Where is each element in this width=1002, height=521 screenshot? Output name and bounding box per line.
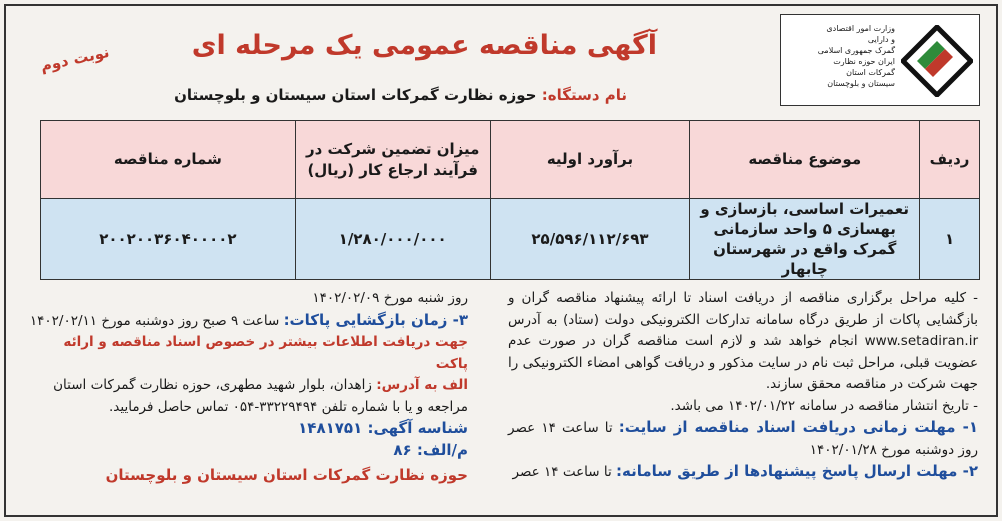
organization-label: نام دستگاه: (541, 86, 627, 104)
deadline-documents (508, 417, 978, 461)
tender-table (40, 120, 980, 280)
cell-subject: تعمیرات اساسی، بازسازی و بهسازی ۵ واحد سازمانی گمرک واقع در شهرستان چابهار (690, 199, 920, 280)
cell-row-number: ۱ (920, 199, 980, 280)
deadline-proposals-value: تا ساعت ۱۴ عصر (512, 464, 612, 480)
organization-line (174, 86, 627, 104)
organization-value: حوزه نظارت گمرکات استان سیستان و بلوچستان (174, 86, 537, 104)
logo-line: گمرک جمهوری اسلامی (817, 46, 895, 55)
deadline-proposals-label: ۲- مهلت ارسال پاسخ پیشنهادها از طریق سامانه: (616, 462, 978, 480)
customs-emblem-icon (901, 25, 973, 97)
deadline-documents-value: تا ساعت ۱۴ عصر روز دوشنبه مورخ ۱۴۰۲/۰۱/۲۸ (508, 420, 978, 458)
opening-time-label: ۳- زمان بازگشایی پاکات: (283, 310, 468, 329)
col-header-tender-number: شماره مناقصه (41, 121, 296, 199)
col-header-row-number: ردیف (920, 121, 980, 199)
col-header-guarantee: میزان تضمین شرکت در فرآیند ارجاع کار (ریال) (295, 121, 490, 199)
customs-logo-box (780, 14, 980, 106)
address-label: الف به آدرس: (376, 377, 468, 393)
logo-line: سیستان و بلوچستان (827, 79, 895, 88)
more-info-heading: جهت دریافت اطلاعات بیشتر در خصوص اسناد مناقصه و ارائه پاکت (63, 334, 468, 372)
address-block (28, 375, 468, 418)
conditions-column (508, 288, 978, 484)
col-header-subject: موضوع مناقصه (690, 121, 920, 199)
logo-line: و دارایی (867, 35, 895, 44)
logo-caption (787, 23, 895, 89)
paragraph-procedure: - کلیه مراحل برگزاری مناقصه از دریافت اسناد تا ارائه پیشنهاد مناقصه گران و بازگشایی پاکات از طریق درگاه سامانه تدارکات الکترونیکی دولت (ستاد) به آدرس www.setadiran.ir انجام خواهد شد و لازم است مناقصه گران در صورت عدم عضویت قبلی، مراحل ثبت نام در سایت مذکور و دریافت گواهی امضاء الکترونیکی را جهت شرکت در مناقصه محقق سازند. (508, 290, 978, 392)
cell-tender-number: ۲۰۰۲۰۰۳۶۰۴۰۰۰۰۲ (41, 199, 296, 280)
col-header-estimate: برآورد اولیه (490, 121, 690, 199)
deadline-proposals (508, 461, 978, 484)
ad-code: م/الف: ۸۶ (393, 440, 468, 459)
table-row (41, 199, 980, 280)
address-value: زاهدان، بلوار شهید مطهری، حوزه نظارت گمرکات استان مراجعه و یا با شماره تلفن ۳۳۲۲۹۴۹۴-۰۵۴ تماس حاصل فرمایید. (53, 377, 468, 415)
info-column (28, 288, 468, 487)
footer-organization: حوزه نظارت گمرکات استان سیستان و بلوچستان (105, 466, 468, 484)
round-badge: نوبت دوم (38, 42, 111, 76)
paragraph-publish-date: - تاریخ انتشار مناقصه در سامانه ۱۴۰۲/۰۱/۲۲ می باشد. (670, 397, 978, 414)
ad-id: شناسه آگهی: ۱۴۸۱۷۵۱ (298, 419, 468, 437)
logo-line: وزارت امور اقتصادی (826, 24, 895, 33)
deadline-proposals-date: روز شنبه مورخ ۱۴۰۲/۰۲/۰۹ (312, 290, 468, 306)
logo-line: ایران حوزه نظارت (833, 57, 895, 66)
ad-title: آگهی مناقصه عمومی یک مرحله ای (191, 30, 657, 61)
opening-time-value: ساعت ۹ صبح روز دوشنبه مورخ ۱۴۰۲/۰۲/۱۱ (29, 312, 280, 329)
logo-line: گمرکات استان (846, 68, 895, 77)
cell-guarantee: ۱/۲۸۰/۰۰۰/۰۰۰ (295, 199, 490, 280)
table-header-row (41, 121, 980, 199)
opening-time (28, 310, 468, 333)
deadline-documents-label: ۱- مهلت زمانی دریافت اسناد مناقصه از سایت: (618, 418, 978, 436)
cell-estimate: ۲۵/۵۹۶/۱۱۲/۶۹۳ (490, 199, 690, 280)
